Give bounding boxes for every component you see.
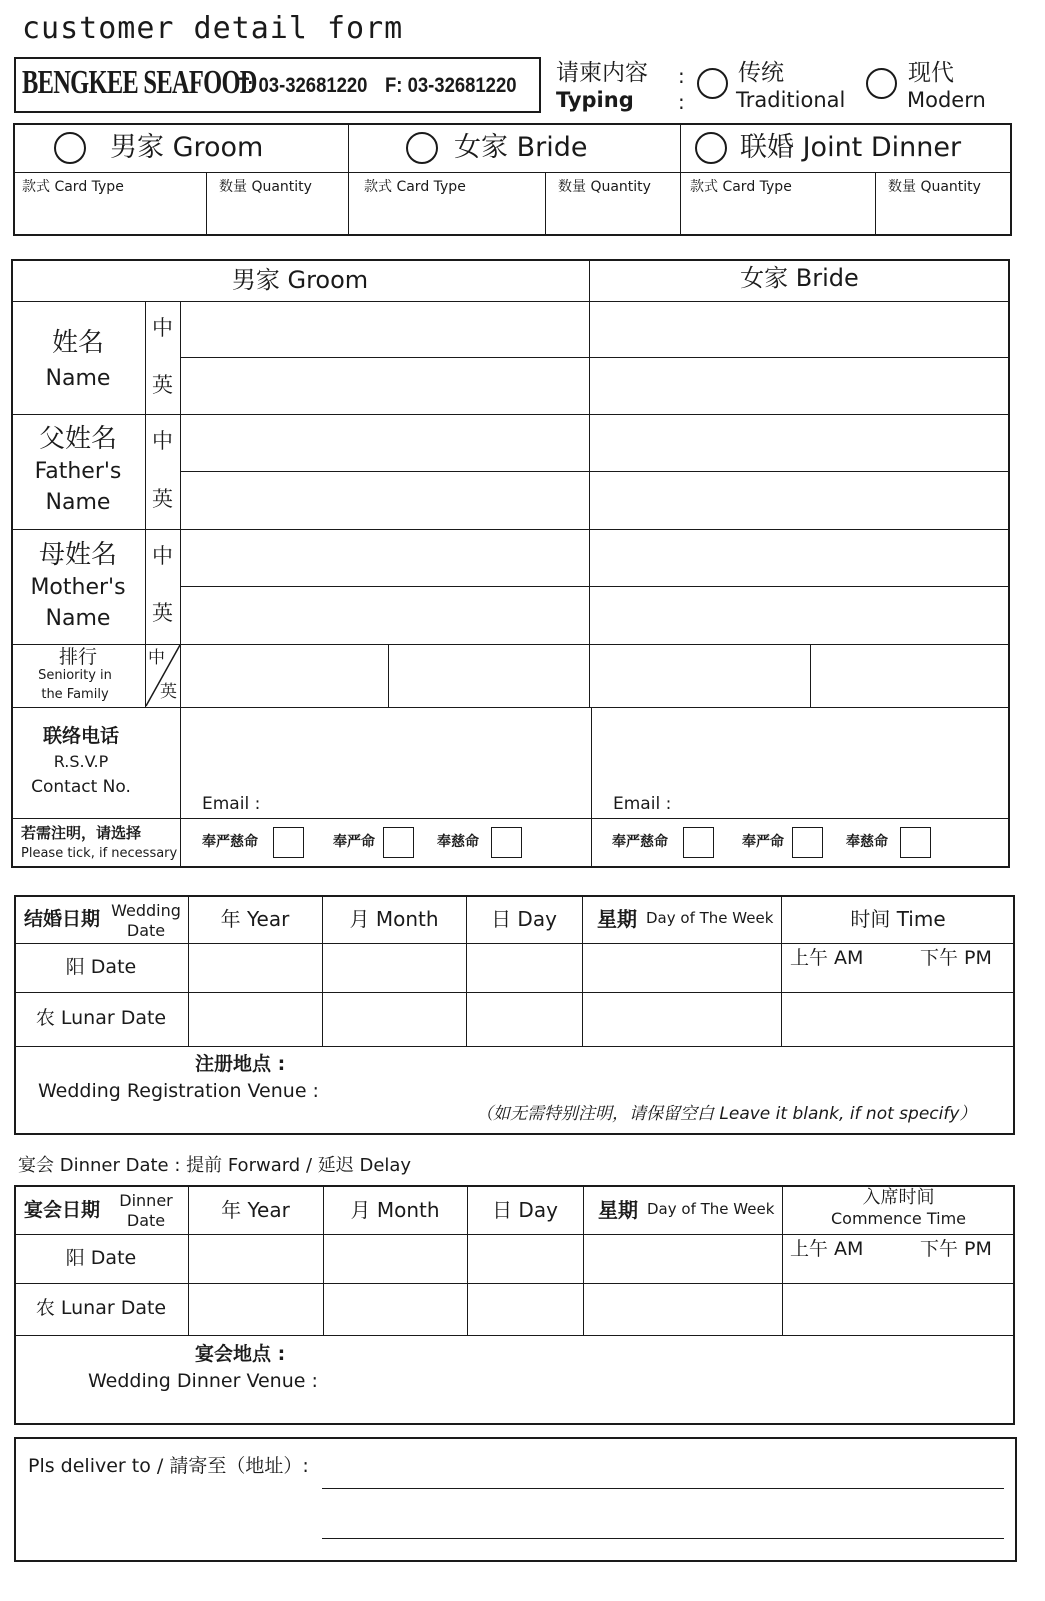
wedding-venue-field[interactable] [320, 1050, 1010, 1100]
typing-modern-en: Modern [907, 88, 986, 112]
dinner-weekday-header-en: Day of The Week [647, 1200, 775, 1218]
dinner-lunar-day-field[interactable] [469, 1285, 582, 1334]
names-bride-header: 女家 Bride [740, 264, 859, 292]
card-bride-qty-field[interactable] [547, 200, 679, 234]
card-bride-type-label: 款式 Card Type [364, 179, 466, 195]
groom-email-label: Email : [202, 794, 261, 814]
brand-fax: F: 03-32681220 [385, 74, 517, 97]
groom-contact-field[interactable] [182, 709, 590, 793]
father-label-en1: Father's [34, 459, 122, 484]
brand-name: BENGKEE SEAFOOD [22, 64, 257, 101]
name-label-en: Name [45, 366, 111, 391]
wedding-date-label-cn: 结婚日期 [24, 908, 101, 930]
wedding-month-header: 月 Month [349, 907, 439, 931]
wedding-solar-day-field[interactable] [468, 945, 581, 991]
form-title: customer detail form [22, 11, 404, 46]
mother-label-cn: 母姓名 [38, 540, 117, 570]
bride-tick-both-checkbox[interactable] [683, 827, 714, 858]
groom-tick-mother-checkbox[interactable] [491, 827, 522, 858]
dinner-pm-label: 下午 PM [920, 1238, 992, 1260]
card-bride-label: 女家 Bride [454, 132, 588, 163]
en-marker: 英 [152, 373, 173, 397]
card-joint-qty-field[interactable] [877, 200, 1010, 234]
rsvp-label-en2: Contact No. [31, 777, 131, 797]
wedding-lunar-year-field[interactable] [190, 994, 321, 1045]
dinner-venue-label-en: Wedding Dinner Venue : [88, 1370, 318, 1392]
groom-name-cn-field[interactable] [182, 303, 588, 356]
seniority-cn-marker: 中 [148, 648, 165, 668]
wedding-lunar-day-field[interactable] [468, 994, 581, 1045]
bride-name-cn-field[interactable] [591, 303, 1009, 356]
typing-modern-radio[interactable] [866, 68, 897, 99]
groom-tick-label-mother: 奉慈命 [437, 834, 479, 850]
groom-tick-label-both: 奉严慈命 [202, 834, 258, 850]
groom-tick-father-checkbox[interactable] [383, 827, 414, 858]
wedding-pm-label: 下午 PM [920, 947, 992, 969]
groom-father-en-field[interactable] [182, 473, 588, 528]
wedding-lunar-month-field[interactable] [324, 994, 465, 1045]
seniority-label-en2: the Family [41, 687, 109, 702]
wedding-solar-weekday-field[interactable] [584, 945, 780, 991]
card-groom-label: 男家 Groom [110, 132, 264, 163]
bride-name-en-field[interactable] [591, 359, 1009, 413]
wedding-solar-year-field[interactable] [190, 945, 321, 991]
wedding-day-header: 日 Day [491, 907, 557, 931]
wedding-am-label: 上午 AM [790, 947, 864, 969]
en-marker: 英 [152, 487, 173, 511]
bride-tick-label-both: 奉严慈命 [612, 834, 668, 850]
groom-tick-label-father: 奉严命 [333, 834, 375, 850]
dinner-solar-year-field[interactable] [190, 1236, 322, 1282]
typing-traditional-en: Traditional [736, 88, 846, 112]
mother-label-en1: Mother's [30, 575, 126, 600]
delivery-label: Pls deliver to / 請寄至（地址）: [28, 1455, 309, 1477]
bride-seniority-cn-field[interactable] [591, 646, 809, 706]
wedding-weekday-header-en: Day of The Week [646, 909, 774, 927]
delivery-address-field[interactable] [322, 1452, 1004, 1552]
groom-father-cn-field[interactable] [182, 416, 588, 470]
dinner-solar-month-field[interactable] [325, 1236, 466, 1282]
dinner-date-label-en1: Dinner [119, 1191, 173, 1210]
cn-marker: 中 [152, 429, 173, 453]
dinner-change-line: 宴会 Dinner Date : 提前 Forward / 延迟 Delay [18, 1155, 412, 1176]
dinner-year-header: 年 Year [221, 1198, 290, 1222]
mother-label-en2: Name [45, 606, 111, 631]
father-label-en2: Name [45, 490, 111, 515]
dinner-date-label-en2: Date [126, 1211, 166, 1230]
name-label-cn: 姓名 [51, 328, 104, 358]
wedding-venue-note: （如无需特别注明，请保留空白 Leave it blank, if not specify） [476, 1104, 977, 1124]
seniority-label-cn: 排行 [58, 646, 97, 668]
bride-mother-cn-field[interactable] [591, 531, 1009, 585]
dinner-lunar-month-field[interactable] [325, 1285, 466, 1334]
groom-seniority-cn-field[interactable] [182, 646, 387, 706]
dinner-solar-weekday-field[interactable] [585, 1236, 781, 1282]
wedding-venue-label-cn: 注册地点 : [195, 1053, 286, 1075]
wedding-time-field[interactable] [783, 975, 1013, 1045]
cn-marker: 中 [152, 316, 173, 340]
dinner-weekday-header-cn: 星期 [598, 1198, 638, 1222]
groom-name-en-field[interactable] [182, 359, 588, 413]
bride-father-en-field[interactable] [591, 473, 1009, 528]
brand-phone: T: 03-32681220 [238, 74, 368, 97]
groom-mother-en-field[interactable] [182, 588, 588, 643]
groom-seniority-en-field[interactable] [390, 646, 588, 706]
card-joint-label: 联婚 Joint Dinner [740, 132, 962, 163]
seniority-en-marker: 英 [160, 682, 177, 702]
typing-colon: : [678, 64, 685, 88]
tick-label-en: Please tick, if necessary [21, 846, 178, 861]
wedding-solar-month-field[interactable] [324, 945, 465, 991]
dinner-venue-field[interactable] [320, 1340, 1010, 1420]
typing-modern-cn: 现代 [908, 60, 954, 86]
names-groom-header: 男家 Groom [231, 266, 369, 294]
bride-tick-father-checkbox[interactable] [792, 827, 823, 858]
card-bride-radio[interactable] [406, 132, 438, 164]
bride-mother-en-field[interactable] [591, 588, 1009, 643]
wedding-lunar-label: 农 Lunar Date [35, 1007, 167, 1029]
card-groom-type-field[interactable] [15, 200, 205, 234]
wedding-date-label-en1: Wedding [111, 901, 181, 920]
wedding-time-header: 时间 Time [850, 907, 946, 931]
groom-tick-both-checkbox[interactable] [273, 827, 304, 858]
groom-mother-cn-field[interactable] [182, 531, 588, 585]
dinner-solar-label: 阳 Date [65, 1247, 137, 1269]
card-joint-type-label: 款式 Card Type [690, 179, 792, 195]
dinner-lunar-label: 农 Lunar Date [35, 1297, 167, 1319]
bride-tick-label-mother: 奉慈命 [846, 834, 888, 850]
wedding-solar-label: 阳 Date [65, 956, 137, 978]
card-bride-qty-label: 数量 Quantity [558, 179, 651, 195]
dinner-lunar-year-field[interactable] [190, 1285, 322, 1334]
tick-label-cn: 若需注明，请选择 [21, 824, 142, 842]
dinner-solar-day-field[interactable] [469, 1236, 582, 1282]
seniority-label-en1: Seniority in [38, 668, 112, 683]
wedding-year-header: 年 Year [220, 907, 290, 931]
typing-traditional-cn: 传统 [738, 60, 784, 86]
dinner-month-header: 月 Month [350, 1198, 440, 1222]
card-groom-radio[interactable] [54, 132, 86, 164]
wedding-weekday-header-cn: 星期 [597, 907, 637, 931]
dinner-lunar-weekday-field[interactable] [585, 1285, 781, 1334]
wedding-date-label-en2: Date [126, 921, 166, 940]
rsvp-label-cn: 联络电话 [42, 725, 119, 747]
bride-contact-field[interactable] [593, 709, 1009, 793]
typing-traditional-radio[interactable] [697, 68, 728, 99]
dinner-time-field[interactable] [784, 1265, 1013, 1334]
bride-tick-label-father: 奉严命 [742, 834, 784, 850]
bride-tick-mother-checkbox[interactable] [900, 827, 931, 858]
card-groom-qty-label: 数量 Quantity [219, 179, 312, 195]
dinner-commence-header-en: Commence Time [831, 1209, 966, 1228]
card-joint-qty-label: 数量 Quantity [888, 179, 981, 195]
dinner-date-label-cn: 宴会日期 [24, 1199, 101, 1221]
typing-colon: : [678, 90, 685, 114]
wedding-venue-label-en: Wedding Registration Venue : [38, 1080, 319, 1102]
bride-seniority-en-field[interactable] [812, 646, 1009, 706]
cn-marker: 中 [152, 544, 173, 568]
rsvp-label-en1: R.S.V.P [53, 752, 109, 771]
en-marker: 英 [152, 601, 173, 625]
bride-father-cn-field[interactable] [591, 416, 1009, 470]
wedding-lunar-weekday-field[interactable] [584, 994, 780, 1045]
card-joint-type-field[interactable] [682, 200, 874, 234]
card-joint-radio[interactable] [695, 132, 727, 164]
dinner-am-label: 上午 AM [790, 1238, 864, 1260]
dinner-commence-header-cn: 入席时间 [862, 1187, 935, 1208]
dinner-venue-label-cn: 宴会地点 : [195, 1343, 286, 1365]
bride-email-label: Email : [613, 794, 672, 814]
typing-label-en: Typing [556, 88, 634, 112]
card-bride-type-field[interactable] [350, 200, 544, 234]
card-groom-type-label: 款式 Card Type [22, 179, 124, 195]
father-label-cn: 父姓名 [38, 424, 117, 454]
card-groom-qty-field[interactable] [208, 200, 347, 234]
typing-label-cn: 请柬内容 [556, 60, 648, 86]
dinner-day-header: 日 Day [492, 1198, 558, 1222]
